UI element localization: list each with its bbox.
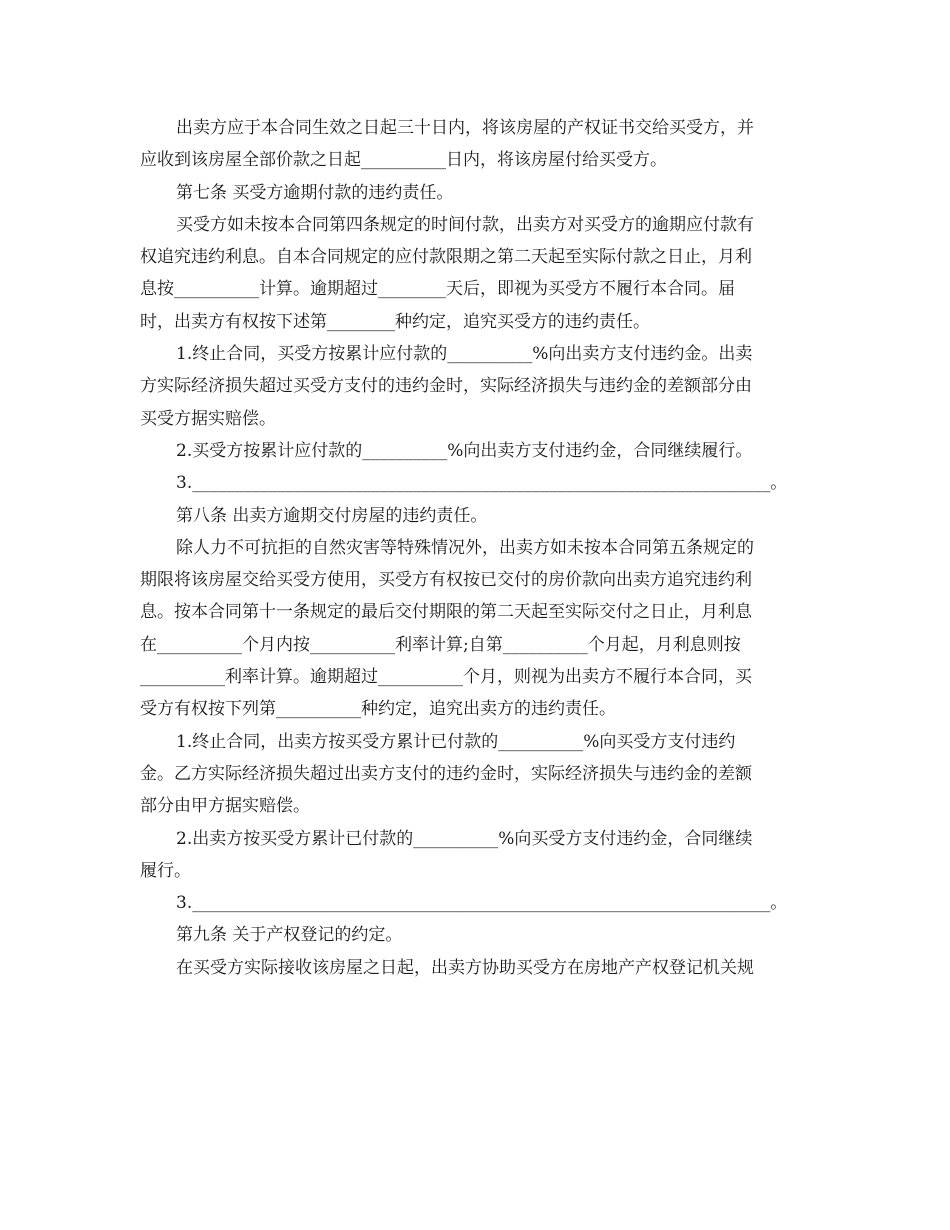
text-line: 2.买受方按累计应付款的__________%向出卖方支付违约金，合同继续履行。 [176, 440, 753, 461]
text-line: 1.终止合同，买受方按累计应付款的__________%向出卖方支付违约金。出卖 [176, 344, 753, 365]
text-line: __________利率计算。逾期超过__________个月，则视为出卖方不履行本合同，买 [140, 667, 752, 688]
section-heading: 第九条 关于产权登记的约定。 [176, 925, 403, 946]
text-line: 在__________个月内按__________利率计算;自第__________个月起，月利息则按 [140, 634, 741, 655]
text-line: 受方有权按下列第__________种约定，追究出卖方的违约责任。 [140, 699, 616, 720]
text-line: 时，出卖方有权按下述第________种约定，追究买受方的违约责任。 [140, 311, 650, 332]
document-body [140, 112, 812, 984]
text-line: 部分由甲方据实赔偿。 [140, 796, 310, 817]
text-line: 金。乙方实际经济损失超过出卖方支付的违约金时，实际经济损失与违约金的差额 [140, 763, 752, 784]
text-line: 买受方如未按本合同第四条规定的时间付款，出卖方对买受方的逾期应付款有 [176, 214, 754, 235]
text-line: 买受方据实赔偿。 [140, 408, 276, 429]
text-line: 履行。 [140, 860, 191, 881]
text-line: 应收到该房屋全部价款之日起__________日内，将该房屋付给买受方。 [140, 150, 667, 171]
blank-clause-line: 3.____________________________________________________________________。 [176, 893, 788, 914]
text-line: 期限将该房屋交给买受方使用，买受方有权按已交付的房价款向出卖方追究违约利 [140, 570, 752, 591]
text-line: 出卖方应于本合同生效之日起三十日内，将该房屋的产权证书交给买受方，并 [176, 118, 754, 138]
blank-clause-line: 3.____________________________________________________________________。 [176, 473, 788, 494]
section-heading: 第七条 买受方逾期付款的违约责任。 [176, 182, 454, 203]
text-line: 息按__________计算。逾期超过________天后，即视为买受方不履行本合同。届 [140, 279, 735, 300]
text-line: 在买受方实际接收该房屋之日起，出卖方协助买受方在房地产产权登记机关规 [176, 957, 754, 978]
section-heading: 第八条 出卖方逾期交付房屋的违约责任。 [176, 505, 488, 526]
text-line: 权追究违约利息。自本合同规定的应付款限期之第二天起至实际付款之日止，月利 [140, 247, 752, 268]
text-line: 1.终止合同，出卖方按买受方累计已付款的__________%向买受方支付违约 [176, 731, 736, 752]
text-line: 息。按本合同第十一条规定的最后交付期限的第二天起至实际交付之日止，月利息 [140, 602, 752, 623]
text-line: 2.出卖方按买受方累计已付款的__________%向买受方支付违约金，合同继续 [176, 828, 753, 849]
text-line: 除人力不可抗拒的自然灾害等特殊情况外，出卖方如未按本合同第五条规定的 [176, 537, 754, 558]
text-line: 方实际经济损失超过买受方支付的违约金时，实际经济损失与违约金的差额部分由 [140, 376, 752, 397]
